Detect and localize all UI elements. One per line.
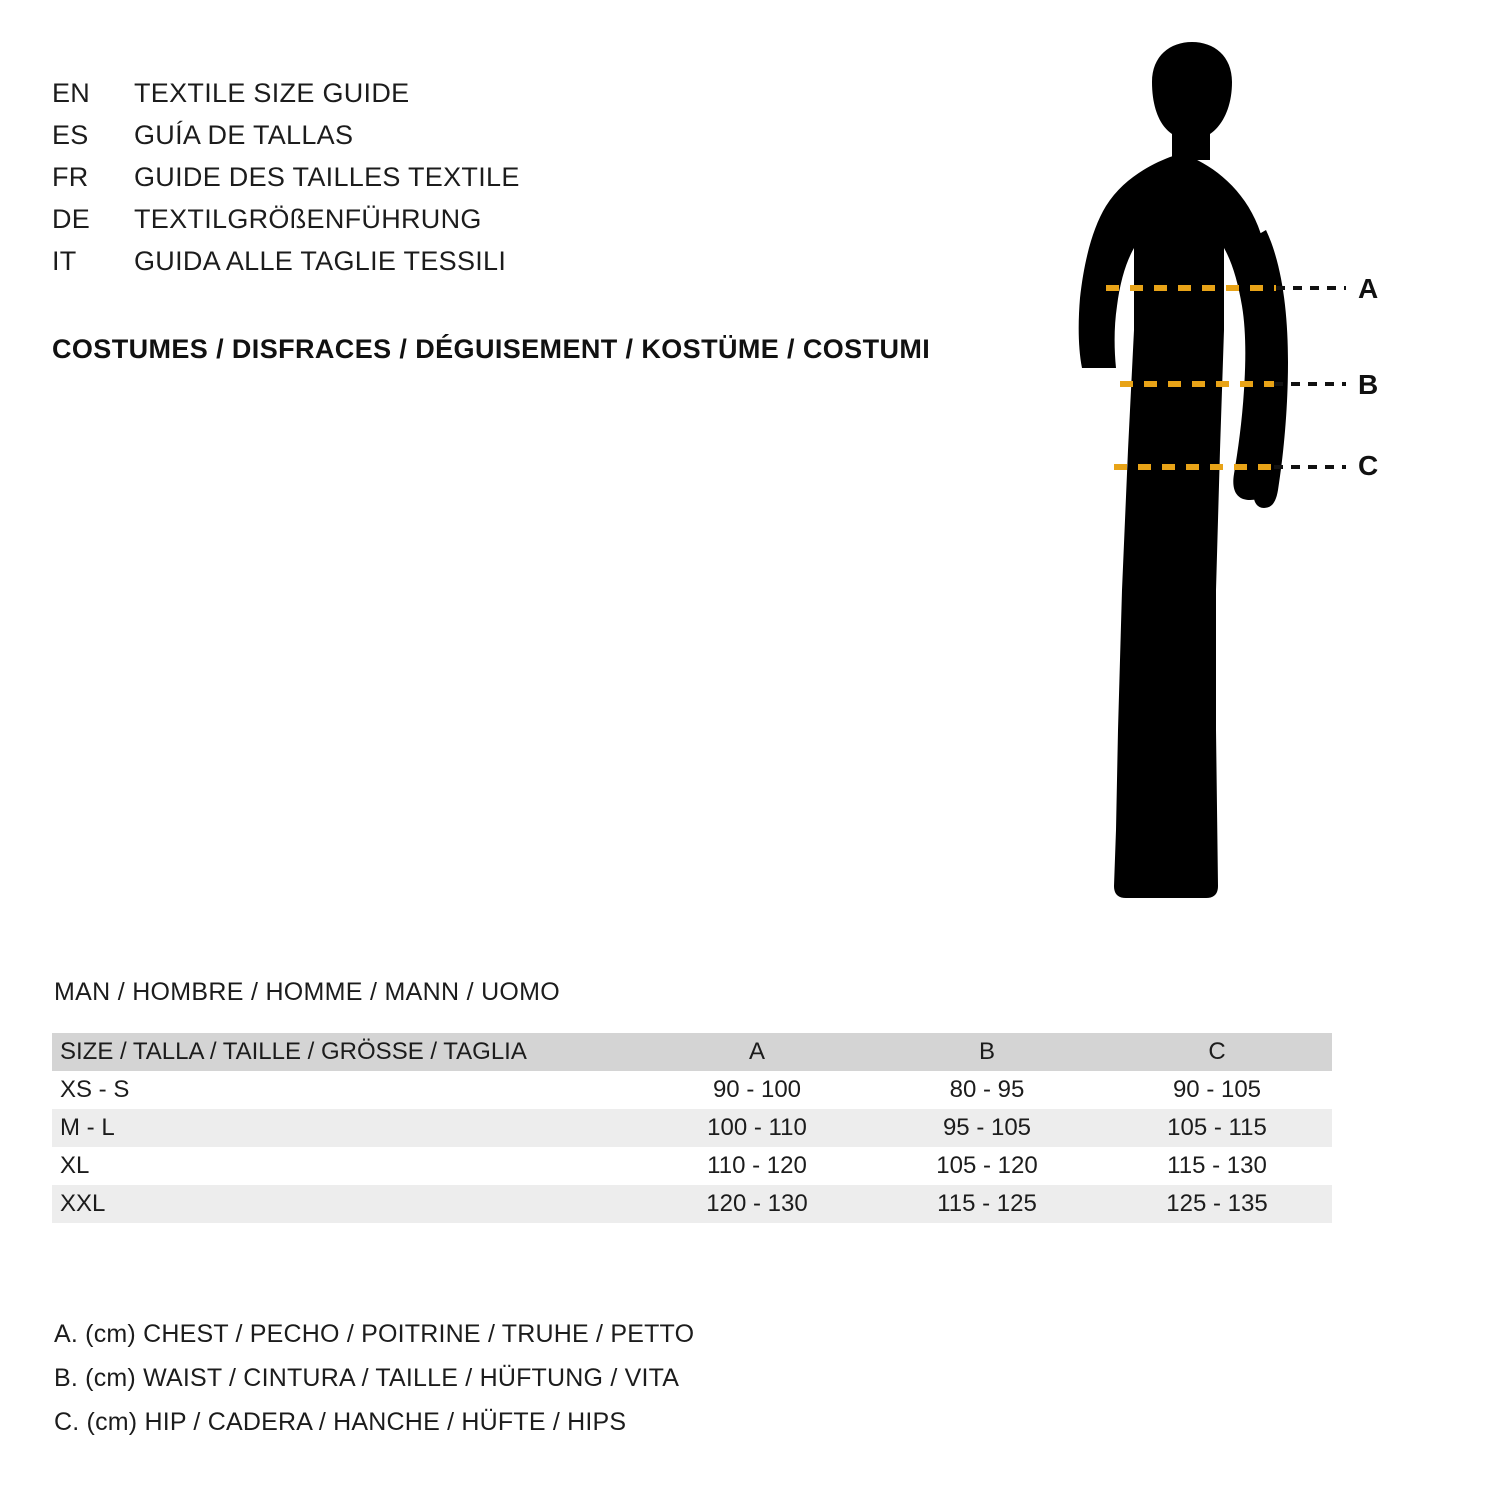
column-header-b: B [978, 1038, 995, 1065]
cell-size: XS - S [60, 1076, 130, 1103]
column-header-c: C [1208, 1038, 1226, 1065]
language-row-de [52, 204, 1032, 246]
cell-a: 110 - 120 [707, 1152, 807, 1179]
table-row [52, 1109, 1332, 1147]
column-header-a: A [748, 1038, 765, 1065]
measure-label-c: C [1358, 450, 1379, 481]
cell-a: 100 - 110 [707, 1114, 807, 1141]
legend-item-a: A. (cm) CHEST / PECHO / POITRINE / TRUHE / PETTO [54, 1320, 695, 1348]
table-row [52, 1071, 1332, 1109]
cell-b: 95 - 105 [942, 1114, 1032, 1141]
language-row-it [52, 246, 1032, 288]
cell-size: M - L [60, 1114, 115, 1141]
language-text-es: GUÍA DE TALLAS [134, 120, 354, 150]
table-title: MAN / HOMBRE / HOMME / MANN / UOMO [54, 978, 561, 1006]
column-header-size: SIZE / TALLA / TAILLE / GRÖSSE / TAGLIA [60, 1038, 527, 1065]
measure-label-a: A [1358, 273, 1379, 304]
table-header-row [52, 1033, 1332, 1071]
language-text-fr: GUIDE DES TAILLES TEXTILE [134, 162, 520, 192]
language-code-es: ES [52, 120, 89, 150]
cell-a: 120 - 130 [706, 1190, 808, 1217]
cell-size: XL [60, 1152, 90, 1179]
cell-a: 90 - 100 [712, 1076, 802, 1103]
language-list [52, 78, 1032, 288]
language-code-en: EN [52, 78, 91, 108]
language-code-it: IT [52, 246, 77, 276]
language-row-fr [52, 162, 1032, 204]
body-figure-diagram [1010, 30, 1450, 930]
cell-b: 115 - 125 [937, 1190, 1037, 1217]
cell-size: XXL [60, 1190, 106, 1217]
cell-b: 105 - 120 [936, 1152, 1038, 1179]
cell-c: 115 - 130 [1167, 1152, 1267, 1179]
cell-c: 105 - 115 [1167, 1114, 1267, 1141]
measurement-legend [54, 1320, 694, 1452]
legend-item-c: C. (cm) HIP / CADERA / HANCHE / HÜFTE / HIPS [54, 1408, 627, 1436]
language-text-it: GUIDA ALLE TAGLIE TESSILI [134, 246, 507, 276]
size-table [52, 1033, 1332, 1223]
language-code-fr: FR [52, 162, 89, 192]
language-code-de: DE [52, 204, 91, 234]
table-row [52, 1185, 1332, 1223]
body-silhouette-icon [1010, 30, 1450, 930]
language-text-en: TEXTILE SIZE GUIDE [134, 78, 410, 108]
table-row [52, 1147, 1332, 1185]
language-row-es [52, 120, 1032, 162]
language-row-en [52, 78, 1032, 120]
cell-c: 90 - 105 [1172, 1076, 1262, 1103]
legend-item-b: B. (cm) WAIST / CINTURA / TAILLE / HÜFTUNG / VITA [54, 1364, 680, 1392]
measure-label-b: B [1358, 369, 1379, 400]
language-text-de: TEXTILGRÖßENFÜHRUNG [134, 204, 482, 234]
cell-b: 80 - 95 [949, 1076, 1025, 1103]
cell-c: 125 - 135 [1166, 1190, 1268, 1217]
category-heading: COSTUMES / DISFRACES / DÉGUISEMENT / KOSTÜME / COSTUMI [52, 334, 931, 364]
